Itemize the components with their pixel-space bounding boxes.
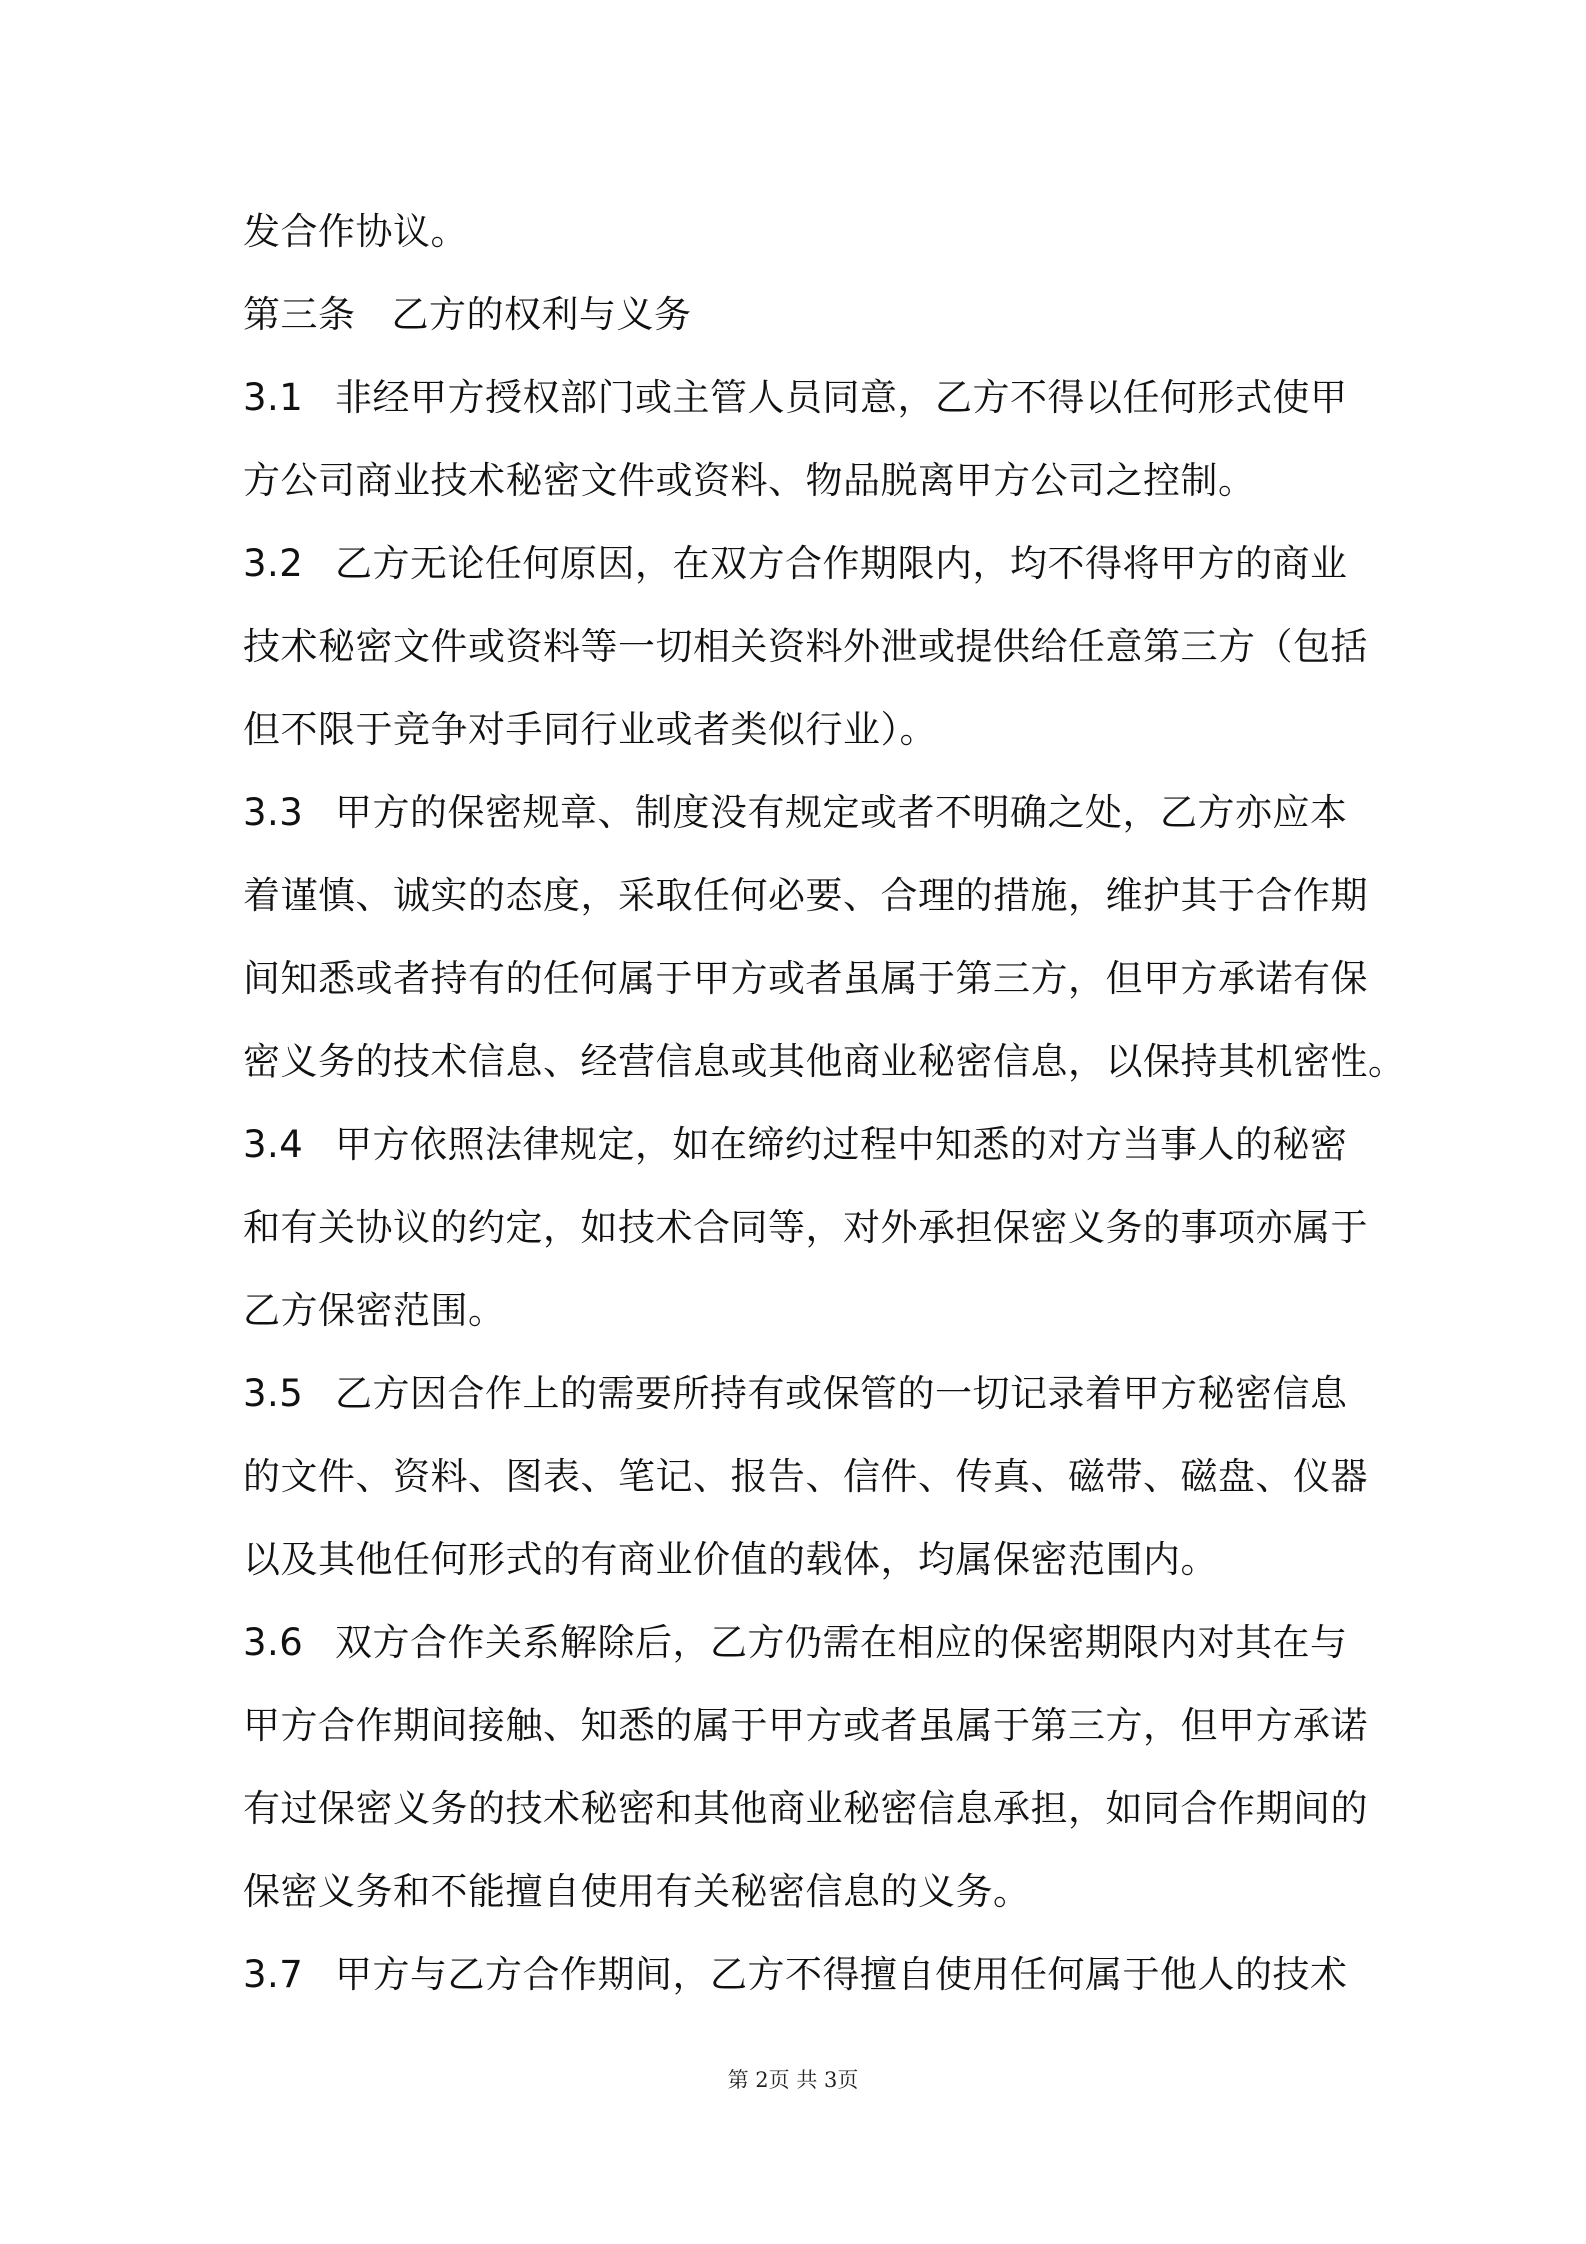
document-body [243,190,1406,2016]
line-text: 双方合作关系解除后，乙方仍需在相应的保密期限内对其在与 [335,1621,1348,1664]
clause-number: 3.1 [243,376,304,419]
text-line [243,605,1368,688]
clause-number: 3.7 [243,1953,304,1996]
line-text: 和有关协议的约定，如技术合同等，对外承担保密义务的事项亦属于 [243,1206,1368,1249]
text-line [243,1020,1406,1103]
line-text: 甲方合作期间接触、知悉的属于甲方或者虽属于第三方，但甲方承诺 [243,1704,1368,1747]
text-line [243,1933,1355,2016]
text-line [243,1601,1355,1684]
line-text: 非经甲方授权部门或主管人员同意，乙方不得以任何形式使甲 [335,376,1348,419]
text-line [243,273,1355,356]
text-line [243,937,1368,1020]
clause-number: 3.3 [243,791,304,834]
text-line [243,688,1355,771]
line-text: 技术秘密文件或资料等一切相关资料外泄或提供给任意第三方（包括 [243,625,1368,668]
text-line [243,522,1355,605]
line-text: 甲方的保密规章、制度没有规定或者不明确之处，乙方亦应本 [335,791,1348,834]
clause-number: 3.4 [243,1123,304,1166]
clause-number: 3.2 [243,542,304,585]
text-line [243,1767,1368,1850]
text-line [243,1684,1368,1767]
text-line [243,854,1368,937]
line-text: 方公司商业技术秘密文件或资料、物品脱离甲方公司之控制。 [243,459,1256,502]
clause-number: 3.5 [243,1372,304,1415]
line-text: 间知悉或者持有的任何属于甲方或者虽属于第三方，但甲方承诺有保 [243,957,1368,1000]
line-text: 乙方保密范围。 [243,1289,506,1332]
text-line [243,1435,1368,1518]
text-line [243,1850,1355,1933]
line-text: 的文件、资料、图表、笔记、报告、信件、传真、磁带、磁盘、仪器 [243,1455,1368,1498]
line-text: 保密义务和不能擅自使用有关秘密信息的义务。 [243,1870,1031,1913]
text-line [243,771,1355,854]
text-line [243,1352,1355,1435]
line-text: 乙方因合作上的需要所持有或保管的一切记录着甲方秘密信息 [335,1372,1348,1415]
line-text: 甲方依照法律规定，如在缔约过程中知悉的对方当事人的秘密 [335,1123,1348,1166]
clause-number: 3.6 [243,1621,304,1664]
text-line [243,190,1355,273]
line-text: 有过保密义务的技术秘密和其他商业秘密信息承担，如同合作期间的 [243,1787,1368,1830]
text-line [243,1269,1355,1352]
text-line [243,1103,1355,1186]
line-text: 密义务的技术信息、经营信息或其他商业秘密信息，以保持其机密性。 [243,1040,1406,1083]
line-text: 甲方与乙方合作期间，乙方不得擅自使用任何属于他人的技术 [335,1953,1348,1996]
line-text: 乙方无论任何原因，在双方合作期限内，均不得将甲方的商业 [335,542,1348,585]
line-text: 第三条 [243,293,356,336]
line-text: 发合作协议。 [243,210,468,253]
article-title: 乙方的权利与义务 [391,293,692,336]
text-line [243,356,1355,439]
line-text: 着谨慎、诚实的态度，采取任何必要、合理的措施，维护其于合作期 [243,874,1368,917]
line-text: 但不限于竞争对手同行业或者类似行业）。 [243,708,937,751]
text-line [243,439,1355,522]
text-line [243,1186,1368,1269]
text-line [243,1518,1355,1601]
line-text: 以及其他任何形式的有商业价值的载体，均属保密范围内。 [243,1538,1218,1581]
page-footer: 第 2页 共 3页 [727,2068,859,2092]
